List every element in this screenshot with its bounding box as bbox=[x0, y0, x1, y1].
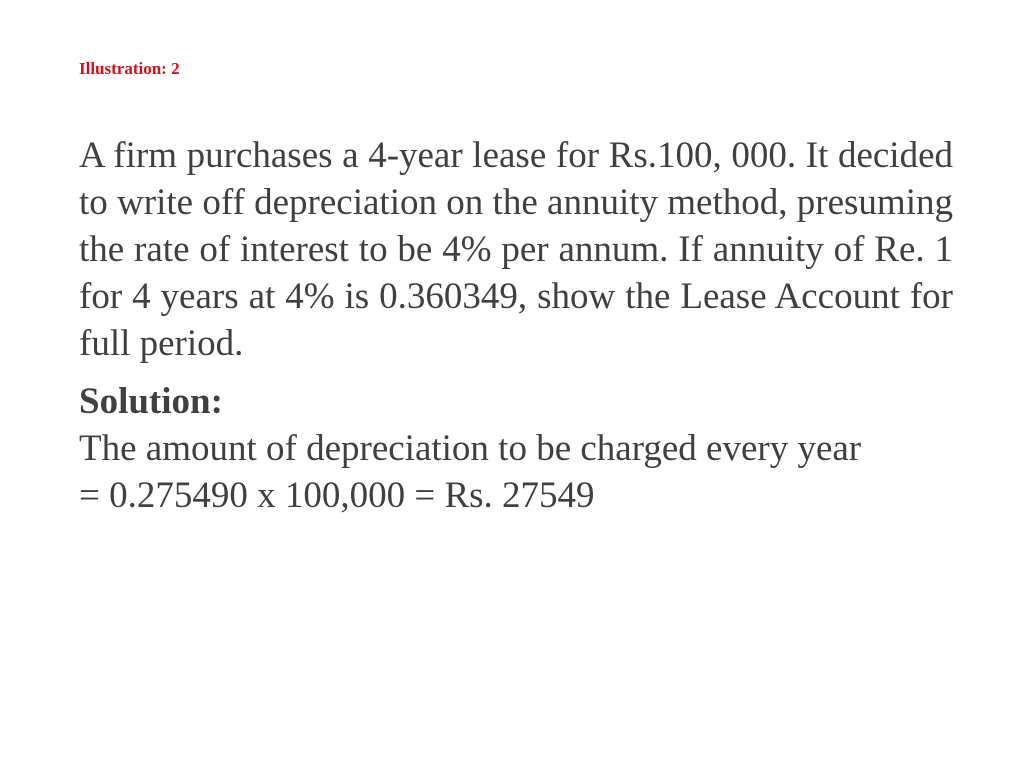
slide-title: Illustration: 2 bbox=[79, 59, 180, 78]
slide-content bbox=[79, 132, 953, 519]
solution-heading: Solution: bbox=[79, 381, 223, 422]
solution-calculation: = 0.275490 x 100,000 = Rs. 27549 bbox=[79, 475, 595, 516]
problem-statement: A firm purchases a 4-year lease for Rs.100, 000. It decided to write off depreciation on the annuity method, presuming the rate of interest to be 4% per annum. If annuity of Re. 1 for 4 years at 4% is 0.360349, show the Lease Account for full period. bbox=[79, 135, 953, 364]
solution-text: The amount of depreciation to be charged every year bbox=[79, 428, 862, 469]
